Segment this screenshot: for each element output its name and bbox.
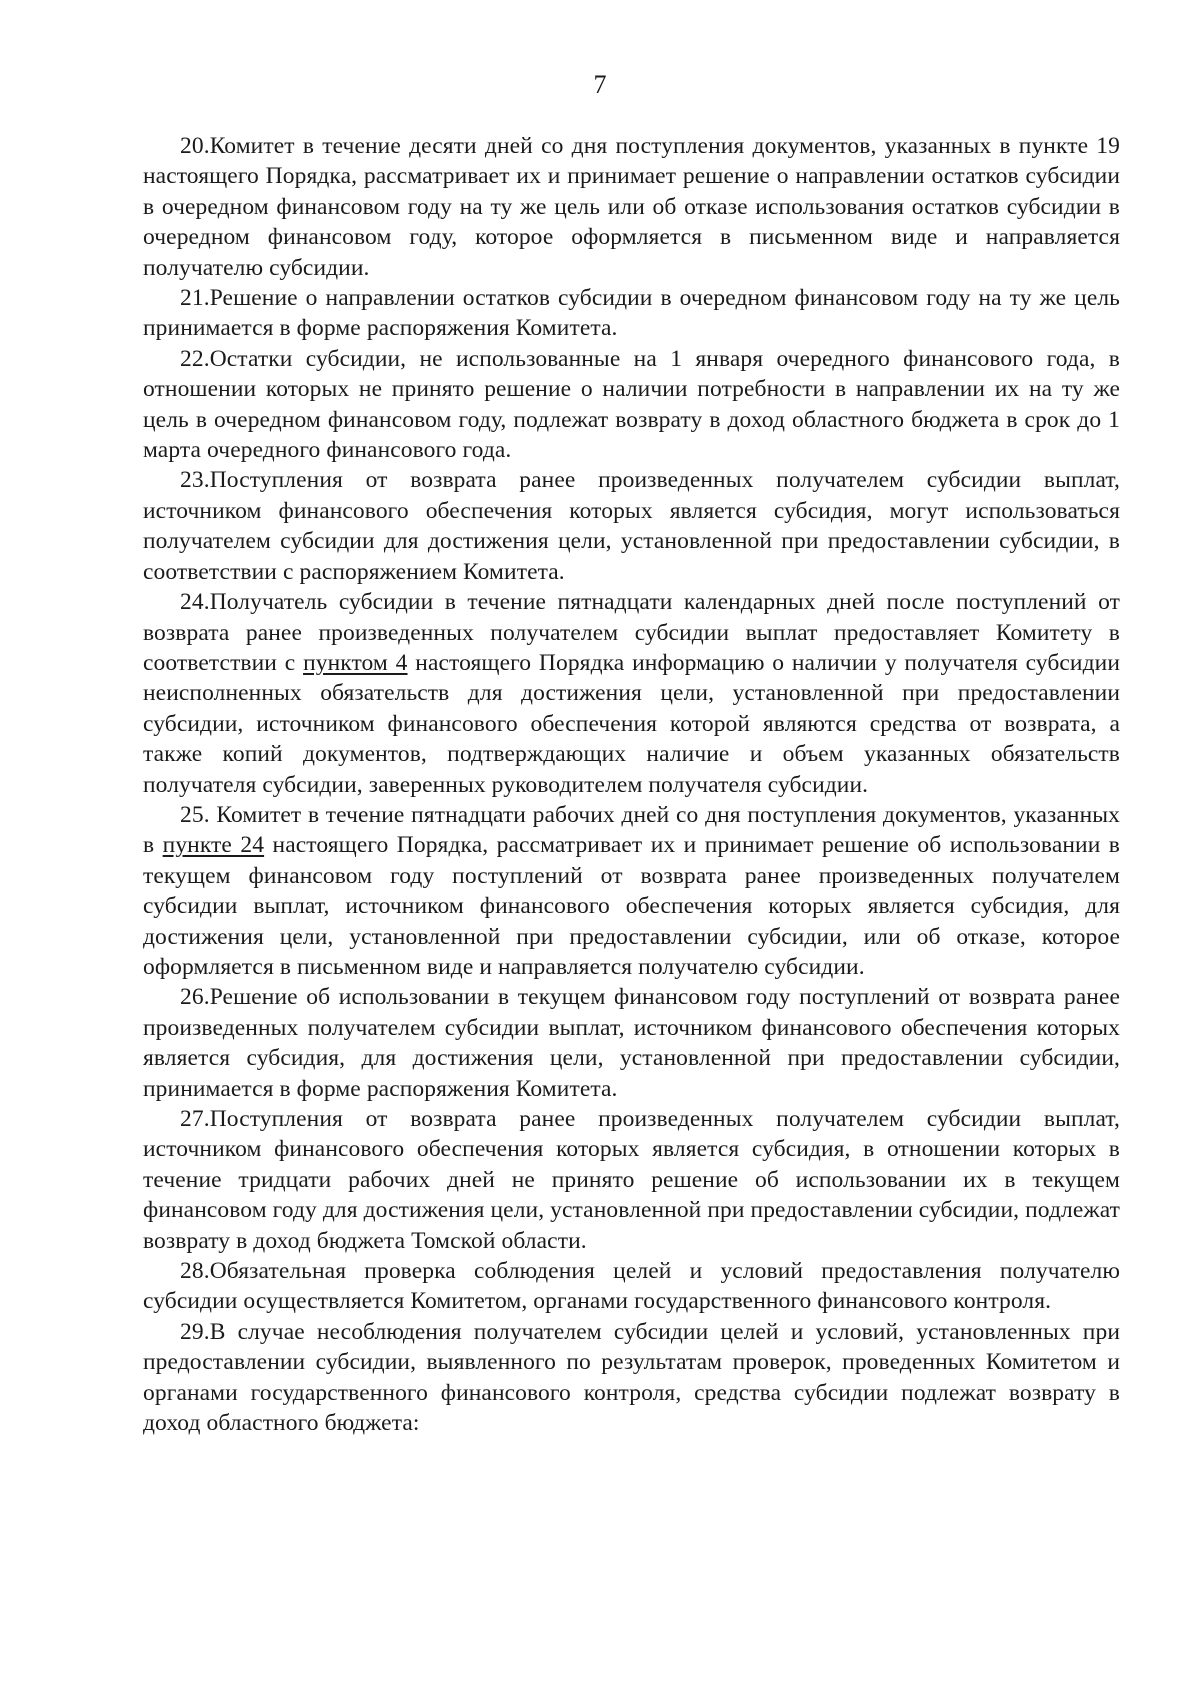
- paragraph-text: В случае несоблюдения получателем субсидии целей и условий, установленных при предоставлении субсидии, выявленного по результатам проверок, проведенных Комитетом и органами государственного финансового контроля, средства субсидии подлежат возврату в доход областного бюджета:: [143, 1318, 1120, 1437]
- paragraph-28: [143, 1256, 1120, 1317]
- paragraph-number: 22.: [180, 345, 210, 372]
- paragraph-number: 23.: [180, 467, 210, 494]
- paragraph-21: [143, 283, 1120, 344]
- paragraph-23: [143, 465, 1120, 587]
- paragraph-text: Комитет в течение десяти дней со дня поступления документов, указанных в пункте 19 настоящего Порядка, рассматривает их и принимает решение о направлении остатков субсидии в очередном финансовом году на ту же цель или об отказе использования остатков субсидии в очередном финансовом году, которое оформляется в письменном виде и направляется получателю субсидии.: [143, 133, 1120, 281]
- page-number: 7: [593, 70, 607, 99]
- paragraph-number: 29.: [180, 1318, 210, 1345]
- reference-link-point-4[interactable]: пунктом 4: [303, 649, 408, 676]
- paragraph-29: [143, 1317, 1120, 1439]
- paragraph-text: Поступления от возврата ранее произведенных получателем субсидии выплат, источником финансового обеспечения которых является субсидия, могут использоваться получателем субсидии для достижения цели, установленной при предоставлении субсидии, в соответствии с распоряжением Комитета.: [143, 467, 1120, 585]
- paragraph-text: Остатки субсидии, не использованные на 1 января очередного финансового года, в отношении которых не принято решение о наличии потребности в направлении их на ту же цель в очередном финансовом году, подлежат возврату в доход областного бюджета в срок до 1 марта очередного финансового года.: [143, 345, 1120, 464]
- paragraph-20: [143, 131, 1120, 283]
- paragraph-number: 21.: [180, 285, 210, 312]
- paragraph-25: [143, 800, 1120, 982]
- reference-link-point-24[interactable]: пункте 24: [162, 832, 265, 859]
- paragraph-text: Решение о направлении остатков субсидии в очередном финансовом году на ту же цель принимается в форме распоряжения Комитета.: [143, 285, 1120, 342]
- document-body: [143, 131, 1120, 1438]
- paragraph-number: 27.: [180, 1106, 210, 1132]
- paragraph-text: Обязательная проверка соблюдения целей и условий предоставления получателю субсидии осуществляется Комитетом, органами государственного финансового контроля.: [143, 1258, 1120, 1315]
- paragraph-24: [143, 587, 1120, 800]
- paragraph-text-before: Получатель субсидии в течение пятнадцати календарных дней после поступлений от возврата ранее произведенных получателем субсидии выплат предоставляет Комитету в соответствии с: [143, 589, 1120, 676]
- paragraph-text: Решение об использовании в текущем финансовом году поступлений от возврата ранее произведенных получателем субсидии выплат, источником финансового обеспечения которых является субсидия, для достижения цели, установленной при предоставлении субсидии, принимается в форме распоряжения Комитета.: [143, 984, 1120, 1102]
- paragraph-number: 20.: [180, 133, 210, 159]
- paragraph-text-before: Комитет в течение пятнадцати рабочих дней со дня поступления документов, указанных в: [143, 801, 1120, 859]
- paragraph-27: [143, 1104, 1120, 1256]
- paragraph-text-after: настоящего Порядка информацию о наличии у получателя субсидии неисполненных обязательств для достижения цели, установленной при предоставлении субсидии, источником финансового обеспечения которой являются средства от возврата, а также копий документов, подтверждающих наличие и объем указанных обязательств получателя субсидии, заверенных руководителем получателя субсидии.: [143, 649, 1121, 798]
- paragraph-number: 24.: [180, 589, 210, 616]
- paragraph-number: 26.: [180, 984, 210, 1011]
- paragraph-text: Поступления от возврата ранее произведенных получателем субсидии выплат, источником финансового обеспечения которых является субсидия, в отношении которых в течение тридцати рабочих дней не принято решение об использовании их в текущем финансовом году для достижения цели, установленной при предоставлении субсидии, подлежат возврату в доход бюджета Томской области.: [143, 1106, 1120, 1254]
- paragraph-26: [143, 982, 1120, 1104]
- paragraph-text-after: настоящего Порядка, рассматривает их и принимает решение об использовании в текущем финансовом году поступлений от возврата ранее произведенных получателем субсидии выплат, источником финансового обеспечения которых является субсидия, для достижения цели, установленной при предоставлении субсидии, или об отказе, которое оформляется в письменном виде и направляется получателю субсидии.: [143, 832, 1120, 980]
- paragraph-22: [143, 344, 1120, 466]
- paragraph-number: 28.: [180, 1258, 210, 1285]
- paragraph-number: 25.: [180, 801, 210, 828]
